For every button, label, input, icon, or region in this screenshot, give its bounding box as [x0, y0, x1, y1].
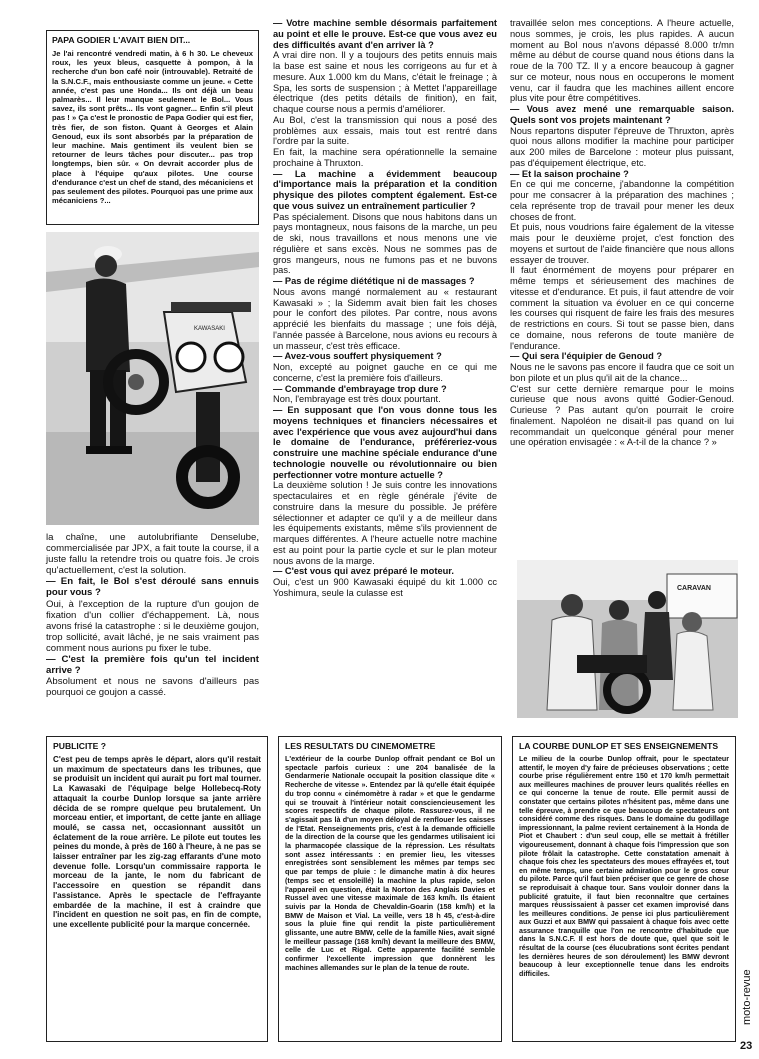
godier-box-title: PAPA GODIER L'AVAIT BIEN DIT...: [52, 35, 191, 45]
col3-q1: — Vous avez mené une remarquable saison. Quels sont vos projets maintenant ?: [510, 104, 734, 125]
col2-p11: Non, l'embrayage est très doux pourtant.: [273, 394, 441, 405]
col3-p9: C'est sur cette dernière remarque pour le moins curieuse que nous avons quitté Godier-Genoud. Curieuse ? Pas autant qu'on pourrait le croire finalement. Napoléon ne disait-il pas quand on lui recommandait un quelconque général pour mener une opération envisagée : « A-t-il de la chance ? »: [510, 383, 734, 448]
col2-q8: — Avez-vous souffert physiquement ?: [273, 351, 442, 362]
cinemometre-box: [278, 736, 502, 1042]
photo-pit-crew-art: [517, 560, 738, 718]
col2-q12: — En supposant que l'on vous donne tous les moyens techniques et financiers nécessaires et avec l'expérience que vous avez aujourd'hui dans le domaine de l'endurance, préféreriez-vous construire une machine spéciale endurance d'une technologie nouvelle ou révolutionnaire ou bien perfectionner votre monture actuelle ?: [273, 405, 497, 480]
col2-text: [273, 18, 497, 730]
col3-text: [510, 18, 734, 558]
cinemometre-box-title: LES RESULTATS DU CINEMOMETRE: [285, 741, 436, 751]
col1-q3: — C'est la première fois qu'un tel incident arrive ?: [46, 654, 259, 677]
col3-p5: Et puis, nous voudrions faire également de la vitesse mais pour le deuxième projet, c'est fonction des moyens et surtout de l'aide financière que nous allons essayer de trouver.: [510, 222, 734, 265]
col3-p0: travaillée selon mes conceptions. A l'heure actuelle, nous sommes, je crois, les plus rapides. A aucun moment au Bol nous n'avons dépassé 8.000 tr/mn même au début de course quand nous étions dans la roue de la 700 TZ. Il y a encore beaucoup à gagner sur ce moteur, nous nous en occuperons le moment venu, car il faudra que les machines aillent encore plus vite pour être compétitives.: [510, 18, 734, 104]
photo1-label-0: KAWASAKI: [194, 326, 225, 332]
col1-q1: — En fait, le Bol s'est déroulé sans ennuis pour vous ?: [46, 576, 259, 599]
col1-p4: Absolument et nous ne savons d'ailleurs pas pourquoi ce goujon a cassé.: [46, 676, 259, 699]
col3-p6: Il faut énormément de moyens pour préparer en même temps et sérieusement des machines de vitesse et d'endurance. Et puis, il faut attendre de voir comment la situation va évoluer en ce qui concerne les courses qui risquent de faire les frais des mesures de restrictions en cours. Si tout se passe bien, dans ce domaine, nous referons de toute manière de l'endurance.: [510, 265, 734, 351]
col2-p3: En fait, la machine sera opérationnelle la semaine prochaine à Thruxton.: [273, 147, 497, 168]
page-number: 23: [740, 1040, 753, 1052]
publicite-box-text: C'est peu de temps après le départ, alors qu'il restait un maximum de spectateurs dans les tribunes, que se produisit un incident qui aurait pu fort mal tourner. La Kawasaki de l'équipage belge Hollebecq-Roty attaquait la courbe Dunlop lorsque sa jante arrière décida de se rompre quelque peu brutalement. Un morceau entier, et important, de cette jante en alliage moulé, se cassa net, occasionnant aussitôt un éclatement de la roue arrière. Le pilote eut toutes les peines du monde, à près de 160 à l'heure, à ne pas se laisser entraîner par les zig-zag effarants d'une moto devenue folle. Lorsqu'un commissaire rapporta le morceau de la jante, le nom du fabricant de l'accessoire en question se répandit dans l'assistance. Après le spectacle de l'effrayante embardée de la machine, il est à craindre que l'incident en question ne soit pas, en fin de compte, une excellente publicité pour la marque concernée.: [53, 755, 261, 929]
col1-p0: la chaîne, une autolubrifiante Denselube, commercialisée par JPX, a fait toute la course, il a juste fallu la retendre trois ou quatre fois. Je crois qu'actuellement, c'est la solution.: [46, 532, 259, 577]
godier-box-text: Je l'ai rencontré vendredi matin, à 6 h 30. Le cheveux roux, les yeux bleus, casquette à pompon, à la recherche d'un bon café noir (introuvable). Retraité de la S.N.C.F., mais enthousiaste comme un jeune. « Cette année, c'est pas une Honda... Ils ont déjà un beau palmarès... Il leur manque seulement le Bol... Vous savez, ils sont prêts... Ils vont gagner... Enfin s'il pleut pas ! » Ça c'est le pronostic de Papa Godier qui est fier, très fier, de son fiston. Quant à Georges et Alain Genoud, eux ils sont absorbés par la préparation de leur machine. Mais gentiment ils veulent bien se retourner de leurs tâches pour discuter... pas trop longtemps, bien sûr. « On devrait accorder plus de place à l'équipe qu'aux pilotes. Une course d'endurance c'est un chef de stand, des mécaniciens et pas seulement des pilotes. Pourquoi pas une prime aux mécaniciens ?...: [52, 49, 253, 206]
col2-q0: — Votre machine semble désormais parfaitement au point et elle le prouve. Est-ce que vous avez eu des difficultés avant d'en arriver là ?: [273, 18, 497, 50]
godier-box: [46, 30, 259, 225]
col2-p15: Oui, c'est un 900 Kawasaki équipé du kit 1.000 cc Yoshimura, seule la culasse est: [273, 577, 497, 598]
publicite-box: [46, 736, 268, 1042]
col3-q7: — Qui sera l'équipier de Genoud ?: [510, 351, 663, 362]
col2-p9: Non, excepté au poignet gauche en ce qui me concerne, c'est la première fois d'ailleurs.: [273, 362, 497, 383]
col2-p2: Au Bol, c'est la transmission qui nous a posé des problèmes aux essais, mais tout est rentré dans l'ordre par la suite.: [273, 114, 497, 147]
dunlop-box-title: LA COURBE DUNLOP ET SES ENSEIGNEMENTS: [519, 741, 719, 751]
col3-p4: En ce qui me concerne, j'abandonne la compétition pour me consacrer à la préparation des machines ; cela représente trop de travail pour mener les deux choses de front.: [510, 179, 734, 222]
col2-q4: — La machine a évidemment beaucoup d'importance mais la préparation et la condition physique des pilotes comptent également. Est-ce que vous suivez un entraînement particulier ?: [273, 168, 497, 211]
publicite-box-title: PUBLICITE ?: [53, 741, 106, 751]
photo-mechanic-motorcycle-art: [46, 232, 259, 525]
col2-p1: A vrai dire non. Il y a toujours des petits ennuis mais la base est saine et nous les corrigeons au fur et à mesure. Aux 1.000 km du Mans, c'était le freinage ; à Spa, les sorts de suspension ; à Mettet l'appareillage électrique (des petits détails de finition), en fait, chaque course nous a permis d'améliorer.: [273, 50, 497, 114]
col2-q10: — Commande d'embrayage trop dure ?: [273, 383, 447, 394]
col1-p2: Oui, à l'exception de la rupture d'un goujon de fixation d'un collier d'échappement. Là, nous avons frisé la catastrophe : si le deuxième goujon, trop sollicité, avait lâché, je ne sais vraiment pas comment nous aurions pu fixer le tube.: [46, 598, 259, 654]
photo-pit-crew: [517, 560, 738, 718]
col3-p8: Nous ne le savons pas encore il faudra que ce soit un bon pilote et un plus qu'il ait de la chance...: [510, 362, 734, 383]
photo2-label-0: CARAVAN: [677, 585, 711, 592]
col2-q14: — C'est vous qui avez préparé le moteur.: [273, 566, 454, 577]
col3-q3: — Et la saison prochaine ?: [510, 168, 629, 179]
dunlop-box-text: Le milieu de la courbe Dunlop offrait, pour le spectateur attentif, le moyen d'y faire de précieuses observations ; cette courbe prise régulièrement entre 150 et 170 km/h permettait aux meilleures machines de prouver leurs qualités réelles en ce qui concerne la tenue de route. Elle permit aussi de constater que certains pilotes n'hésitent pas, même dans une telle épreuve, à prendre ce que beaucoup de spectateurs ont considéré comme des risques. Dans le domaine du godillage impressionnant, la palme revient certainement à la Honda de Piot et Chaubert : d'un seul coup, elle se mettait à frétiller vigoureusement, donnant à chaque fois l'impression que son pilote frôlait la catastrophe. Cette constatation amenait à chaque fois chez les spectateurs des moues effrayées et, tout en même temps, une certaine admiration pour le gros cœur du pilote. Parce qu'il faut bien préciser que ce genre de chose se reproduisait à chaque tour. Sans vouloir donner dans la publicité gratuite, il faut bien reconnaître que certaines marques réussissaient à passer cet examen improvisé dans les meilleures conditions. Je pense ici plus particulièrement aux Guzzi et aux BMW qui passaient à chaque fois avec cette assurance tranquille que l'on ne rencontre d'habitude que dans la S.N.C.F. Il est hors de doute que, quel que soit le résultat de la course (ces élucubrations sont écrites pendant les dernières heures de son déroulement) les BMW devront beaucoup à leur exceptionnelle tenue dans les endroits difficiles.: [519, 755, 729, 978]
col1-text: [46, 532, 259, 698]
cinemometre-box-text: L'extérieur de la courbe Dunlop offrait pendant ce Bol un spectacle parfois curieux : une 204 banalisée de la Gendarmerie Nationale occupait la position classique dite « Recherche de vitesse ». Entendez par là qu'elle était équipée du trop connu « cinémomètre à radar » et que le gendarme qui se trouvait à l'intérieur notait consciencieusement les scores respectifs de chaque pilote. Rassurez-vous, il ne s'agissait pas là d'un moyen déloyal de renflouer les caisses de l'Etat. Renseignements pris, c'est à la demande officielle de la direction de la course que les gendarmes utilisaient ici la pharmacopée classique de la répression. Les résultats sont assez intéressants : en premier lieu, les vitesses enregistrées sont sensiblement les mêmes par temps sec que par temps de pluie : le dimanche matin à dix heures (temps sec et ensoleillé) la machine la plus rapide, selon l'appareil en question, était la Norton des Anglais Davies et Russel avec une vitesse maximale de 163 km/h. Ils étaient suivis par la Honda de Chevaldin-Goarin (158 km/h) et la BMW de Maison et Vial. La veille, vers 18 h 45, c'est-à-dire sous la pluie fine qui rendit la piste particulièrement glissante, une autre BMW, celle de la famille Nies, avait signé le meilleur passage (168 km/h) devant la meilleure des BMW, celle de Luc et Rigal. Cette apparente facilité semble confirmer l'excellente impression que donnèrent les machines allemandes sur le plan de la tenue de route.: [285, 754, 495, 972]
magazine-name: moto-revue: [741, 969, 753, 1025]
photo-mechanic-motorcycle: [46, 232, 259, 525]
col2-p13: La deuxième solution ! Je suis contre les innovations spectaculaires et en règle générale j'évite de construire dans la mesure du possible. Je préfère sélectionner et adapter ce qu'il y a de meilleur dans les équipements existants, même s'ils proviennent de marques différentes. A l'heure actuelle notre machine est au point pour la partie cycle et sur le plan moteur nous avons de la marge.: [273, 480, 497, 566]
dunlop-box: [512, 736, 736, 1042]
col2-p7: Nous avons mangé normalement au « restaurant Kawasaki » ; la Sidemm avait bien fait les choses pour le confort des pilotes. Par contre, nous avons apprécié les bienfaits du massage ; une fois déjà, l'année passée à Barcelone, nous avions eu recours à un masseur, c'est très efficace.: [273, 286, 497, 351]
col2-p5: Pas spécialement. Disons que nous habitons dans un pays montagneux, nous faisons de la marche, un peu de ski, nous travaillons et nous menons une vie régulière et sans excès. Nous ne sommes pas de gros mangeurs, nous ne fumons pas et ne buvons pas.: [273, 211, 497, 276]
col3-p2: Nous repartons disputer l'épreuve de Thruxton, après quoi nous allons modifier la machine pour participer aux 200 miles de Barcelone : moteur plus puissant, pas d'équipement électrique, etc.: [510, 125, 734, 168]
col2-q6: — Pas de régime diététique ni de massages ?: [273, 276, 475, 286]
